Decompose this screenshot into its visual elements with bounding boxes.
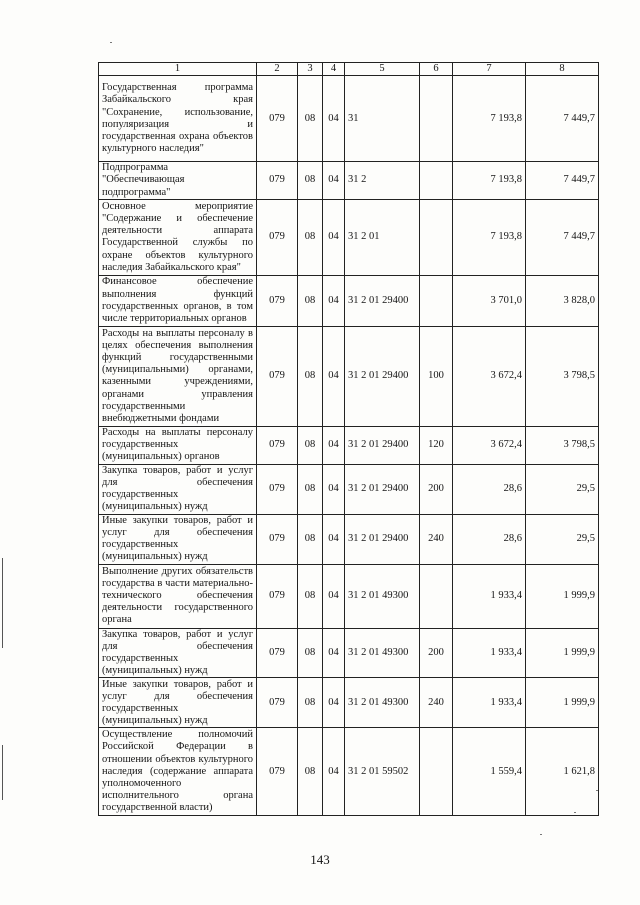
scan-speck (596, 790, 598, 791)
row-amount-year2: 1 999,9 (526, 564, 599, 628)
column-header: 5 (345, 63, 420, 76)
row-amount-year1: 3 672,4 (453, 426, 526, 464)
row-target-article: 31 (345, 76, 420, 162)
row-amount-year1: 1 933,4 (453, 628, 526, 678)
row-admin-code: 079 (257, 464, 298, 514)
page-number: 143 (310, 852, 330, 867)
row-admin-code: 079 (257, 76, 298, 162)
row-target-article: 31 2 01 29400 (345, 326, 420, 426)
budget-table (98, 62, 599, 816)
table-row (99, 514, 599, 564)
row-expense-type: 120 (420, 426, 453, 464)
row-target-article: 31 2 01 49300 (345, 628, 420, 678)
table-row (99, 76, 599, 162)
row-amount-year1: 3 672,4 (453, 326, 526, 426)
column-header: 6 (420, 63, 453, 76)
table-row (99, 426, 599, 464)
row-admin-code: 079 (257, 326, 298, 426)
row-name: Иные закупки товаров, работ и услуг для обеспечения государственных (муниципальных) нужд (99, 678, 257, 728)
table-row (99, 275, 599, 326)
row-section: 08 (298, 326, 323, 426)
row-target-article: 31 2 01 49300 (345, 564, 420, 628)
row-amount-year2: 1 621,8 (526, 728, 599, 816)
row-section: 08 (298, 628, 323, 678)
row-expense-type (420, 728, 453, 816)
row-name: Иные закупки товаров, работ и услуг для обеспечения государственных (муниципальных) нужд (99, 514, 257, 564)
row-subsection: 04 (323, 728, 345, 816)
row-subsection: 04 (323, 162, 345, 200)
table-header-row (99, 63, 599, 76)
row-amount-year1: 28,6 (453, 464, 526, 514)
row-target-article: 31 2 01 49300 (345, 678, 420, 728)
row-admin-code: 079 (257, 426, 298, 464)
row-section: 08 (298, 76, 323, 162)
row-subsection: 04 (323, 76, 345, 162)
row-target-article: 31 2 01 29400 (345, 514, 420, 564)
scan-speck (540, 834, 542, 835)
row-expense-type (420, 76, 453, 162)
row-admin-code: 079 (257, 162, 298, 200)
column-header: 1 (99, 63, 257, 76)
row-amount-year2: 7 449,7 (526, 76, 599, 162)
row-expense-type (420, 564, 453, 628)
row-subsection: 04 (323, 426, 345, 464)
row-section: 08 (298, 514, 323, 564)
row-name: Финансовое обеспечение выполнения функций государственных органов, в том числе территориальных органов (99, 275, 257, 326)
row-section: 08 (298, 464, 323, 514)
column-header: 3 (298, 63, 323, 76)
row-amount-year2: 3 798,5 (526, 426, 599, 464)
row-section: 08 (298, 275, 323, 326)
row-subsection: 04 (323, 326, 345, 426)
table-row (99, 326, 599, 426)
column-header: 4 (323, 63, 345, 76)
row-section: 08 (298, 162, 323, 200)
row-name: Расходы на выплаты персоналу в целях обеспечения выполнения функций государственными (муниципальными) органами, казенными учреждениями, органами управления государственными внебюджетными фондами (99, 326, 257, 426)
row-subsection: 04 (323, 628, 345, 678)
row-amount-year1: 3 701,0 (453, 275, 526, 326)
row-expense-type (420, 162, 453, 200)
row-amount-year1: 1 933,4 (453, 678, 526, 728)
scan-edge-mark (2, 558, 3, 648)
row-name: Закупка товаров, работ и услуг для обеспечения государственных (муниципальных) нужд (99, 464, 257, 514)
row-name: Закупка товаров, работ и услуг для обеспечения государственных (муниципальных) нужд (99, 628, 257, 678)
row-name: Основное мероприятие "Содержание и обеспечение деятельности аппарата Государственной службы по охране объектов культурного наследия Забайкальского края" (99, 199, 257, 275)
row-amount-year2: 7 449,7 (526, 162, 599, 200)
row-subsection: 04 (323, 678, 345, 728)
row-section: 08 (298, 678, 323, 728)
scan-speck (574, 812, 576, 813)
row-expense-type (420, 199, 453, 275)
table-row (99, 678, 599, 728)
row-amount-year2: 1 999,9 (526, 628, 599, 678)
row-section: 08 (298, 564, 323, 628)
row-expense-type (420, 275, 453, 326)
column-header: 2 (257, 63, 298, 76)
row-amount-year1: 7 193,8 (453, 162, 526, 200)
table-row (99, 628, 599, 678)
table-row (99, 162, 599, 200)
row-subsection: 04 (323, 514, 345, 564)
row-expense-type: 200 (420, 464, 453, 514)
row-target-article: 31 2 01 59502 (345, 728, 420, 816)
row-amount-year1: 28,6 (453, 514, 526, 564)
row-admin-code: 079 (257, 275, 298, 326)
column-header: 7 (453, 63, 526, 76)
row-section: 08 (298, 728, 323, 816)
row-amount-year2: 29,5 (526, 464, 599, 514)
row-name: Подпрограмма "Обеспечивающая подпрограмма" (99, 162, 257, 200)
row-target-article: 31 2 01 29400 (345, 464, 420, 514)
table-row (99, 464, 599, 514)
row-target-article: 31 2 01 29400 (345, 426, 420, 464)
row-expense-type: 100 (420, 326, 453, 426)
row-amount-year1: 7 193,8 (453, 76, 526, 162)
row-admin-code: 079 (257, 628, 298, 678)
row-target-article: 31 2 01 (345, 199, 420, 275)
row-amount-year2: 3 798,5 (526, 326, 599, 426)
row-admin-code: 079 (257, 728, 298, 816)
row-amount-year1: 1 933,4 (453, 564, 526, 628)
row-admin-code: 079 (257, 564, 298, 628)
row-expense-type: 240 (420, 678, 453, 728)
table-row (99, 728, 599, 816)
column-header: 8 (526, 63, 599, 76)
row-amount-year2: 1 999,9 (526, 678, 599, 728)
row-admin-code: 079 (257, 678, 298, 728)
scan-speck (110, 42, 112, 43)
row-subsection: 04 (323, 199, 345, 275)
row-name: Государственная программа Забайкальского края "Сохранение, использование, популяризация и государственная охрана объектов культурного наследия" (99, 76, 257, 162)
row-subsection: 04 (323, 564, 345, 628)
row-amount-year1: 1 559,4 (453, 728, 526, 816)
row-amount-year2: 29,5 (526, 514, 599, 564)
row-admin-code: 079 (257, 514, 298, 564)
row-expense-type: 200 (420, 628, 453, 678)
row-admin-code: 079 (257, 199, 298, 275)
row-subsection: 04 (323, 275, 345, 326)
row-target-article: 31 2 01 29400 (345, 275, 420, 326)
row-section: 08 (298, 199, 323, 275)
row-section: 08 (298, 426, 323, 464)
table-row (99, 199, 599, 275)
row-amount-year1: 7 193,8 (453, 199, 526, 275)
table-row (99, 564, 599, 628)
row-expense-type: 240 (420, 514, 453, 564)
row-name: Осуществление полномочий Российской Федерации в отношении объектов культурного наследия (содержание аппарата уполномоченного исполнительного органа государственной власти) (99, 728, 257, 816)
row-name: Выполнение других обязательств государства в части материально-технического обеспечения деятельности государственного органа (99, 564, 257, 628)
row-amount-year2: 3 828,0 (526, 275, 599, 326)
row-subsection: 04 (323, 464, 345, 514)
row-amount-year2: 7 449,7 (526, 199, 599, 275)
scan-edge-mark (2, 745, 3, 800)
row-target-article: 31 2 (345, 162, 420, 200)
row-name: Расходы на выплаты персоналу государственных (муниципальных) органов (99, 426, 257, 464)
